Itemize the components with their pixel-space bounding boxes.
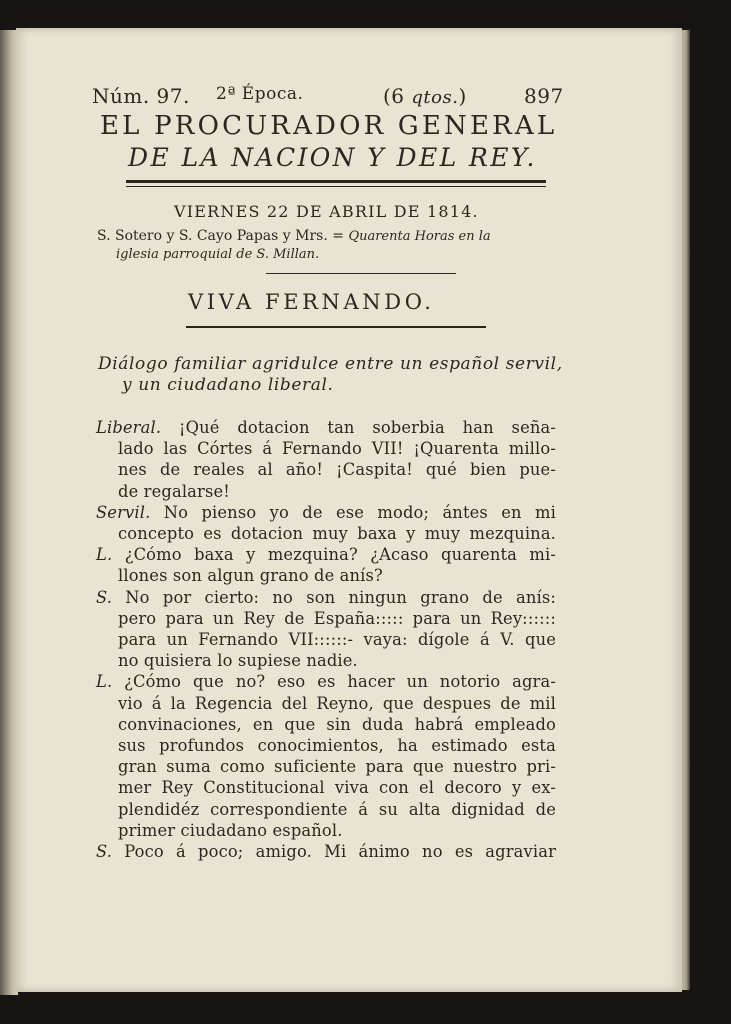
section-title-line-2: y un ciudadano liberal. — [122, 375, 334, 395]
dialogue-paragraph — [96, 587, 556, 672]
dialogue-line: no quisiera lo supiese nadie. — [118, 651, 358, 671]
saints-line — [97, 228, 491, 244]
section-title-line-1: Diálogo familiar agridulce entre un español servil, — [98, 354, 563, 374]
issue-number: Núm. 97. — [92, 84, 190, 108]
price-open: (6 — [383, 84, 412, 108]
dialogue-line: para un Fernando VII::::::- vaya: dígole á V. que — [118, 630, 556, 650]
speaker-label: S. — [96, 842, 113, 862]
saints-line-2: iglesia parroquial de S. Millan. — [116, 247, 320, 262]
dialogue-line: ¿Cómo baxa y mezquina? ¿Acaso quarenta mi- — [112, 545, 556, 565]
dialogue-line: ¡Qué dotacion tan soberbia han seña- — [161, 418, 556, 437]
dialogue-line: vio á la Regencia del Reyno, que despues de mil — [118, 693, 556, 713]
dialogue-line: pero para un Rey de España::::: para un Rey:::::: — [118, 608, 556, 628]
dialogue-paragraph — [96, 841, 556, 862]
short-rule — [266, 273, 456, 274]
dialogue-line: sus profundos conocimientos, ha estimado esta — [118, 736, 556, 756]
dialogue-line: No pienso yo de ese modo; ántes en mi — [150, 502, 556, 522]
dialogue-paragraph — [96, 671, 556, 841]
price-label — [383, 84, 467, 108]
masthead-rule-light — [126, 186, 546, 187]
dialogue-line: gran suma como suficiente para que nuestro pri- — [118, 757, 556, 777]
epoch-label: 2ª Época. — [216, 84, 304, 104]
date-line: VIERNES 22 DE ABRIL DE 1814. — [174, 202, 479, 221]
dialogue-line: plendidéz correspondiente á su alta dignidad de — [118, 799, 556, 819]
masthead-rule-heavy — [126, 180, 546, 183]
saints-italic: Quarenta Horas en la — [348, 229, 491, 244]
newspaper-page — [16, 28, 682, 992]
speaker-label: Liberal. — [96, 418, 162, 437]
dialogue-line: convinaciones, en que sin duda habrá empleado — [118, 714, 556, 734]
dialogue-paragraph — [96, 417, 556, 502]
dialogue-line: Poco á poco; amigo. Mi ánimo no es agraviar — [112, 842, 556, 862]
speaker-label: L. — [96, 672, 113, 692]
dialogue-line: de regalarse! — [118, 481, 230, 501]
dialogue-body — [96, 417, 556, 862]
speaker-label: Servil. — [96, 502, 151, 522]
dialogue-paragraph — [96, 544, 556, 586]
dialogue-line: nes de reales al año! ¡Caspita! qué bien pue- — [118, 460, 556, 480]
motto: VIVA FERNANDO. — [188, 290, 435, 314]
dialogue-paragraph — [96, 502, 556, 544]
speaker-label: S. — [96, 587, 113, 607]
dialogue-line: primer ciudadano español. — [118, 820, 343, 840]
dialogue-line: concepto es dotacion muy baxa y muy mezquina. — [118, 524, 556, 544]
price-unit: qtos. — [411, 87, 459, 108]
speaker-label: L. — [96, 545, 113, 565]
dialogue-line: llones son algun grano de anís? — [118, 566, 383, 586]
motto-rule — [186, 326, 486, 328]
page-number: 897 — [524, 84, 564, 108]
dialogue-line: ¿Cómo que no? eso es hacer un notorio agra- — [112, 672, 556, 692]
saints-plain: S. Sotero y S. Cayo Papas y Mrs. = — [97, 228, 349, 244]
price-close: ) — [458, 84, 467, 108]
masthead-subtitle: DE LA NACION Y DEL REY. — [128, 143, 537, 172]
dialogue-line: mer Rey Constitucional viva con el decoro y ex- — [118, 778, 556, 798]
dialogue-line: No por cierto: no son ningun grano de anís: — [112, 587, 556, 607]
masthead-title: EL PROCURADOR GENERAL — [100, 111, 558, 141]
dialogue-line: lado las Córtes á Fernando VII! ¡Quarenta millo- — [118, 439, 556, 459]
